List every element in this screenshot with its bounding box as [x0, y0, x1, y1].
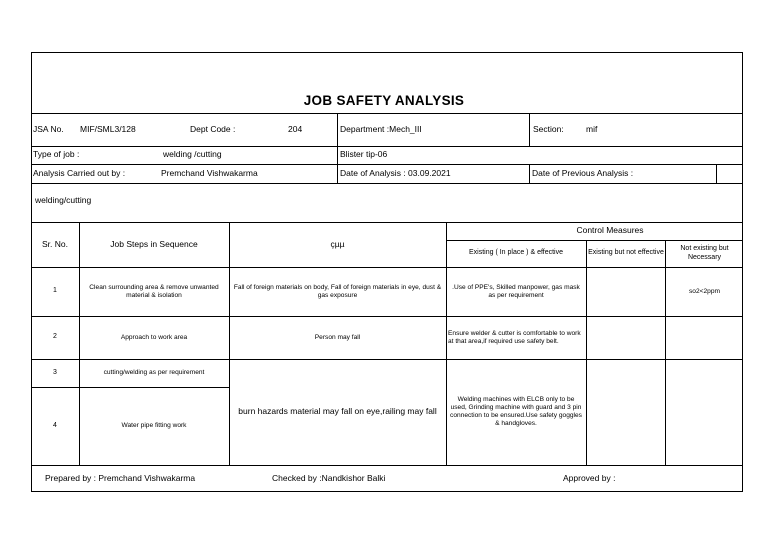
table-row-1-hazard: Fall of foreign materials on body, Fall of foreign materials in eye, dust & gas exposure: [233, 283, 442, 299]
col-header-existing-not-effective: Existing but not effective: [588, 249, 664, 257]
table-row-4-step: Water pipe fitting work: [121, 422, 187, 430]
job-location: Blister tip-06: [340, 149, 388, 160]
table-rows-3-4-existing: Welding machines with ELCB only to be used, Grinding machine with guard and 3 pin connection to be ensured.Use safety goggles & handgloves.: [450, 396, 582, 427]
table-row-1-necessary: so2<2ppm: [689, 287, 720, 295]
table-row-2-existing: Ensure welder & cutter is comfortable to work at that area,if required use safety belt.: [448, 329, 581, 345]
grid-line: [529, 164, 530, 183]
grid-line: [716, 164, 717, 183]
table-row-2-sr: 2: [53, 333, 57, 341]
section-label: Section:: [533, 123, 564, 134]
date-of-previous-analysis: Date of Previous Analysis :: [532, 167, 634, 178]
section-value: mif: [586, 123, 598, 134]
date-of-analysis: Date of Analysis : 03.09.2021: [340, 167, 451, 178]
table-rows-3-4-hazard: burn hazards material may fall on eye,railing may fall: [238, 406, 437, 417]
jsa-no-value: MIF/SML3/128: [80, 123, 136, 134]
table-row-2-hazard: Person may fall: [314, 333, 361, 341]
table-row-3-sr: 3: [53, 368, 57, 376]
table-row-2-step: Approach to work area: [120, 333, 188, 341]
col-header-existing-effective: Existing ( In place ) & effective: [468, 249, 564, 257]
table-row-1-step: Clean surrounding area & remove unwanted material & isolation: [89, 283, 219, 299]
dept-code-value: 204: [288, 123, 303, 134]
job-description: welding/cutting: [35, 195, 92, 206]
department: Department :Mech_III: [340, 123, 422, 134]
grid-line: [586, 240, 587, 465]
type-of-job-value: welding /cutting: [163, 149, 222, 160]
prepared-by: Prepared by : Premchand Vishwakarma: [45, 472, 196, 483]
col-header-hazard: çµµ: [330, 238, 345, 249]
col-header-control-measures: Control Measures: [576, 225, 644, 235]
checked-by: Checked by :Nandkishor Balki: [272, 472, 386, 483]
type-of-job-label: Type of job :: [33, 149, 80, 160]
grid-line: [337, 113, 338, 183]
table-row-1-sr: 1: [53, 287, 57, 295]
col-header-sr-no: Sr. No.: [42, 238, 68, 249]
grid-line: [529, 113, 530, 146]
approved-by: Approved by :: [563, 472, 616, 483]
table-row-4-sr: 4: [53, 421, 57, 429]
jsa-no-label: JSA No.: [33, 123, 64, 134]
page-title: JOB SAFETY ANALYSIS: [303, 93, 465, 108]
table-row-3-step: cutting/welding as per requirement: [103, 369, 205, 377]
grid-line: [665, 240, 666, 465]
table-row-1-existing: .Use of PPE's, Skilled manpower, gas mask as per requirement: [452, 283, 580, 299]
carried-out-label: Analysis Carried out by :: [33, 167, 126, 178]
carried-out-value: Premchand Vishwakarma: [161, 167, 258, 178]
col-header-job-steps: Job Steps in Sequence: [110, 238, 198, 249]
col-header-not-existing: Not existing but Necessary: [680, 245, 729, 261]
dept-code-label: Dept Code :: [190, 123, 236, 134]
